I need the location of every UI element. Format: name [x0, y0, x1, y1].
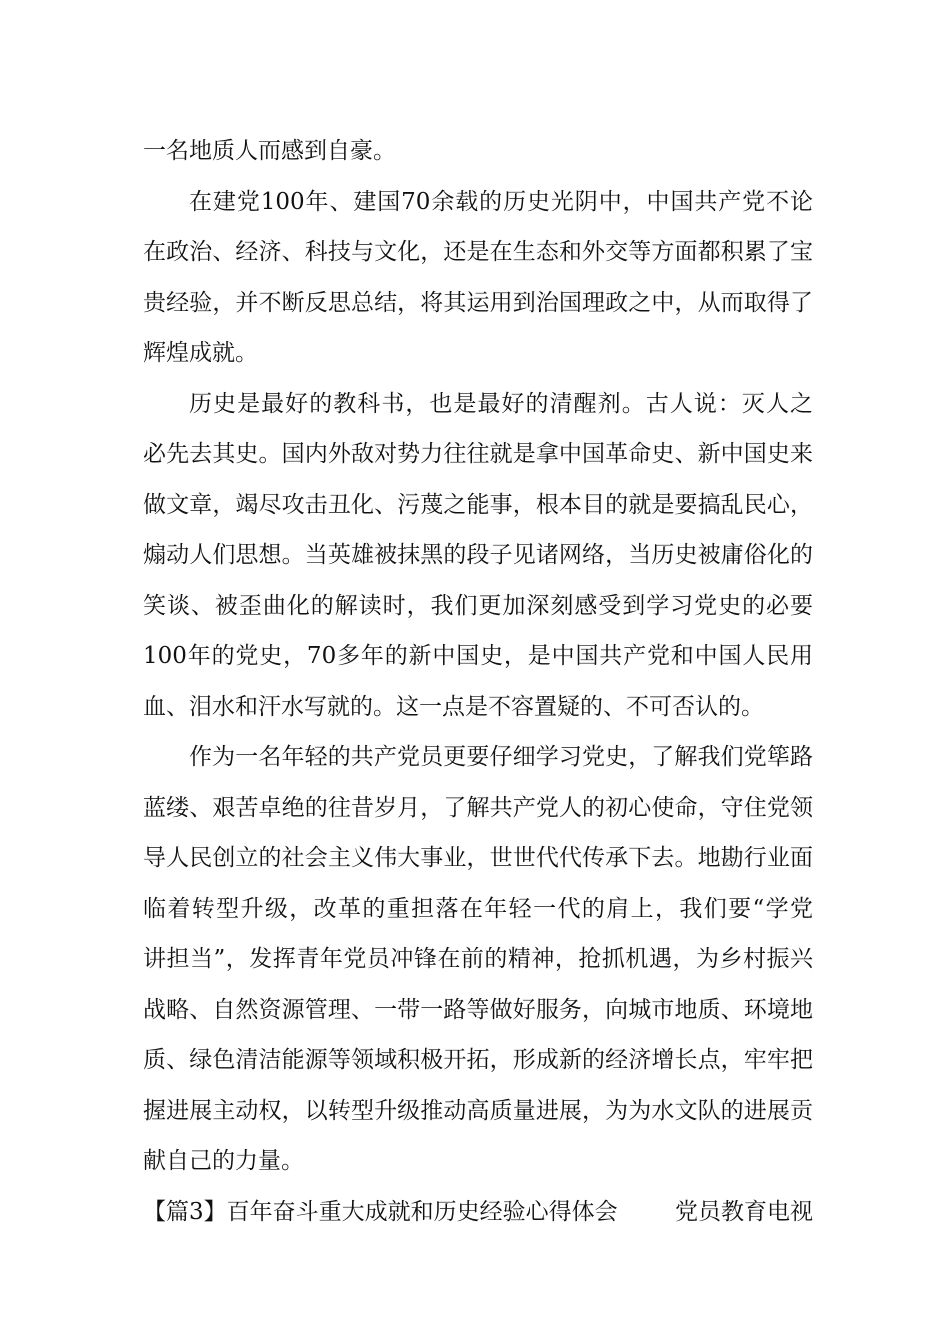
document-body: [143, 126, 813, 1237]
text-line: 临着转型升级，改革的重担落在年轻一代的肩上，我们要“学党: [143, 895, 813, 922]
text-line: 在政治、经济、科技与文化，还是在生态和外交等方面都积累了宝: [143, 239, 813, 265]
text-line: 贵经验，并不断反思总结，将其运用到治国理政之中，从而取得了: [143, 289, 813, 316]
text-line: 必先去其史。国内外敌对势力往往就是拿中国革命史、新中国史来: [143, 441, 813, 467]
paragraph-young-members: [143, 732, 813, 1187]
text-line: 做文章，竭尽攻击丑化、污蔑之能事，根本目的就是要搞乱民心，: [143, 491, 813, 518]
section-heading-title: 【篇3】百年奋斗重大成就和历史经验心得体会: [143, 1198, 618, 1225]
text-line: 质、绿色清洁能源等领域积极开拓，形成新的经济增长点，牢牢把: [143, 1047, 813, 1073]
section-heading-source: 党员教育电视: [675, 1198, 813, 1225]
text-line: 一名地质人而感到自豪。: [143, 138, 396, 164]
text-line: 献自己的力量。: [143, 1148, 304, 1174]
text-line: 笑谈、被歪曲化的解读时，我们更加深刻感受到学习党史的必要: [143, 592, 813, 619]
text-line: 100年的党史，70多年的新中国史，是中国共产党和中国人民用: [143, 643, 813, 669]
text-line: 在建党100年、建国70余载的历史光阴中，中国共产党不论: [189, 188, 813, 215]
text-line: 煽动人们思想。当英雄被抹黑的段子见诸网络，当历史被庸俗化的: [143, 542, 813, 568]
text-line: 血、泪水和汗水写就的。这一点是不容置疑的、不可否认的。: [143, 693, 764, 720]
text-line: 作为一名年轻的共产党员更要仔细学习党史，了解我们党筚路: [189, 744, 813, 770]
text-line: 历史是最好的教科书，也是最好的清醒剂。古人说：灭人之: [189, 390, 813, 417]
section-heading: [143, 1187, 813, 1238]
paragraph-continuation: [143, 126, 813, 177]
text-line: 讲担当”，发挥青年党员冲锋在前的精神，抢抓机遇，为乡村振兴: [143, 946, 813, 972]
text-line: 辉煌成就。: [143, 340, 258, 366]
paragraph-history-achievements: [143, 177, 813, 379]
text-line: 握进展主动权，以转型升级推动高质量进展，为为水文队的进展贡: [143, 1097, 813, 1124]
text-line: 蓝缕、艰苦卓绝的往昔岁月，了解共产党人的初心使命，守住党领: [143, 794, 813, 821]
text-line: 战略、自然资源管理、一带一路等做好服务，向城市地质、环境地: [143, 996, 813, 1023]
text-line: 导人民创立的社会主义伟大事业，世世代代传承下去。地勘行业面: [143, 845, 813, 871]
paragraph-history-textbook: [143, 379, 813, 733]
